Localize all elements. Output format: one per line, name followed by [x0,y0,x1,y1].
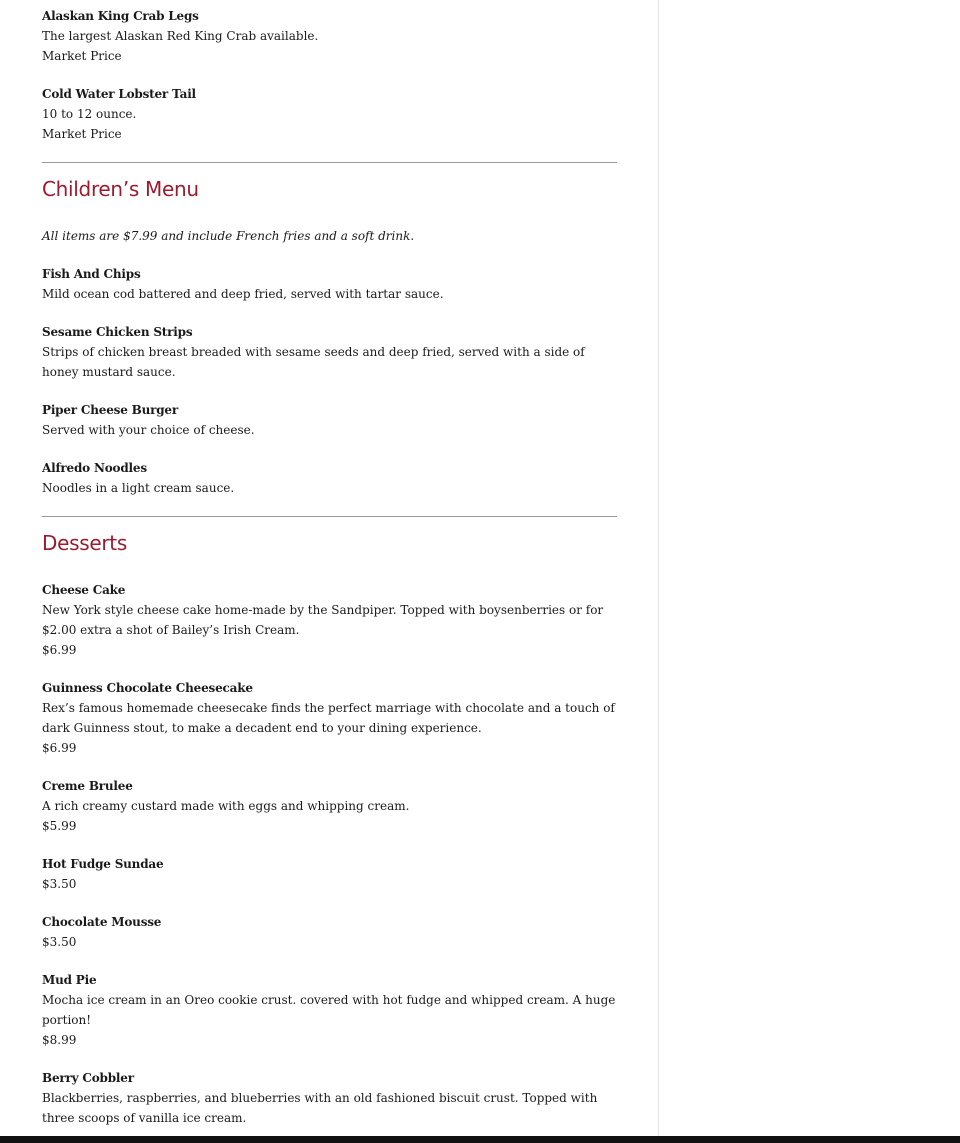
item-description: Mild ocean cod battered and deep fried, served with tartar sauce. [42,287,444,301]
item-description: 10 to 12 ounce. [42,107,137,121]
childrens-menu-section [42,176,617,498]
menu-item [42,970,617,1050]
item-name: Cheese Cake [42,583,126,597]
section-divider [42,162,617,163]
item-price: $3.50 [42,877,77,891]
item-name: Hot Fudge Sundae [42,857,164,871]
item-description: Served with your choice of cheese. [42,423,255,437]
section-divider [42,516,617,517]
item-name: Sesame Chicken Strips [42,325,193,339]
item-description: New York style cheese cake home-made by the Sandpiper. Topped with boysenberries or for $2.00 extra a shot of Bailey’s Irish Cream. [42,603,604,637]
section-title: Desserts [42,531,127,555]
top-item-list [42,6,617,144]
sidebar-divider [658,0,659,1136]
item-description: A rich creamy custard made with eggs and whipping cream. [42,799,410,813]
item-name: Creme Brulee [42,779,133,793]
item-name: Cold Water Lobster Tail [42,87,196,101]
item-price: Market Price [42,49,122,63]
menu-item [42,6,617,66]
menu-item [42,400,617,440]
item-name: Mud Pie [42,973,97,987]
item-price: $6.99 [42,741,77,755]
item-price: $8.99 [42,1033,77,1047]
item-name: Guinness Chocolate Cheesecake [42,681,253,695]
desserts-section [42,530,617,1128]
menu-item [42,678,617,758]
item-description: Rex’s famous homemade cheesecake finds the perfect marriage with chocolate and a touch of dark Guinness stout, to make a decadent end to your dining experience. [42,701,615,735]
item-description: The largest Alaskan Red King Crab available. [42,29,319,43]
item-description: Noodles in a light cream sauce. [42,481,235,495]
item-name: Alfredo Noodles [42,461,147,475]
section-title: Children’s Menu [42,177,199,201]
item-description: Mocha ice cream in an Oreo cookie crust. covered with hot fudge and whipped cream. A huge portion! [42,993,616,1027]
menu-item [42,912,617,952]
menu-item [42,776,617,836]
item-price: Market Price [42,127,122,141]
bottom-bar [0,1136,960,1143]
item-price: $6.99 [42,643,77,657]
menu-item [42,264,617,304]
menu-content [42,6,617,1143]
item-price: $5.99 [42,819,77,833]
item-name: Alaskan King Crab Legs [42,9,199,23]
menu-item [42,580,617,660]
item-name: Fish And Chips [42,267,141,281]
menu-item [42,1068,617,1128]
section-note: All items are $7.99 and include French fries and a soft drink. [42,229,415,243]
item-description: Strips of chicken breast breaded with sesame seeds and deep fried, served with a side of honey mustard sauce. [42,345,585,379]
item-name: Chocolate Mousse [42,915,162,929]
menu-item [42,854,617,894]
item-name: Piper Cheese Burger [42,403,178,417]
item-description: Blackberries, raspberries, and blueberries with an old fashioned biscuit crust. Topped with three scoops of vanilla ice cream. [42,1091,598,1125]
menu-item [42,458,617,498]
item-price: $3.50 [42,935,77,949]
menu-item [42,84,617,144]
menu-item [42,322,617,382]
item-name: Berry Cobbler [42,1071,134,1085]
